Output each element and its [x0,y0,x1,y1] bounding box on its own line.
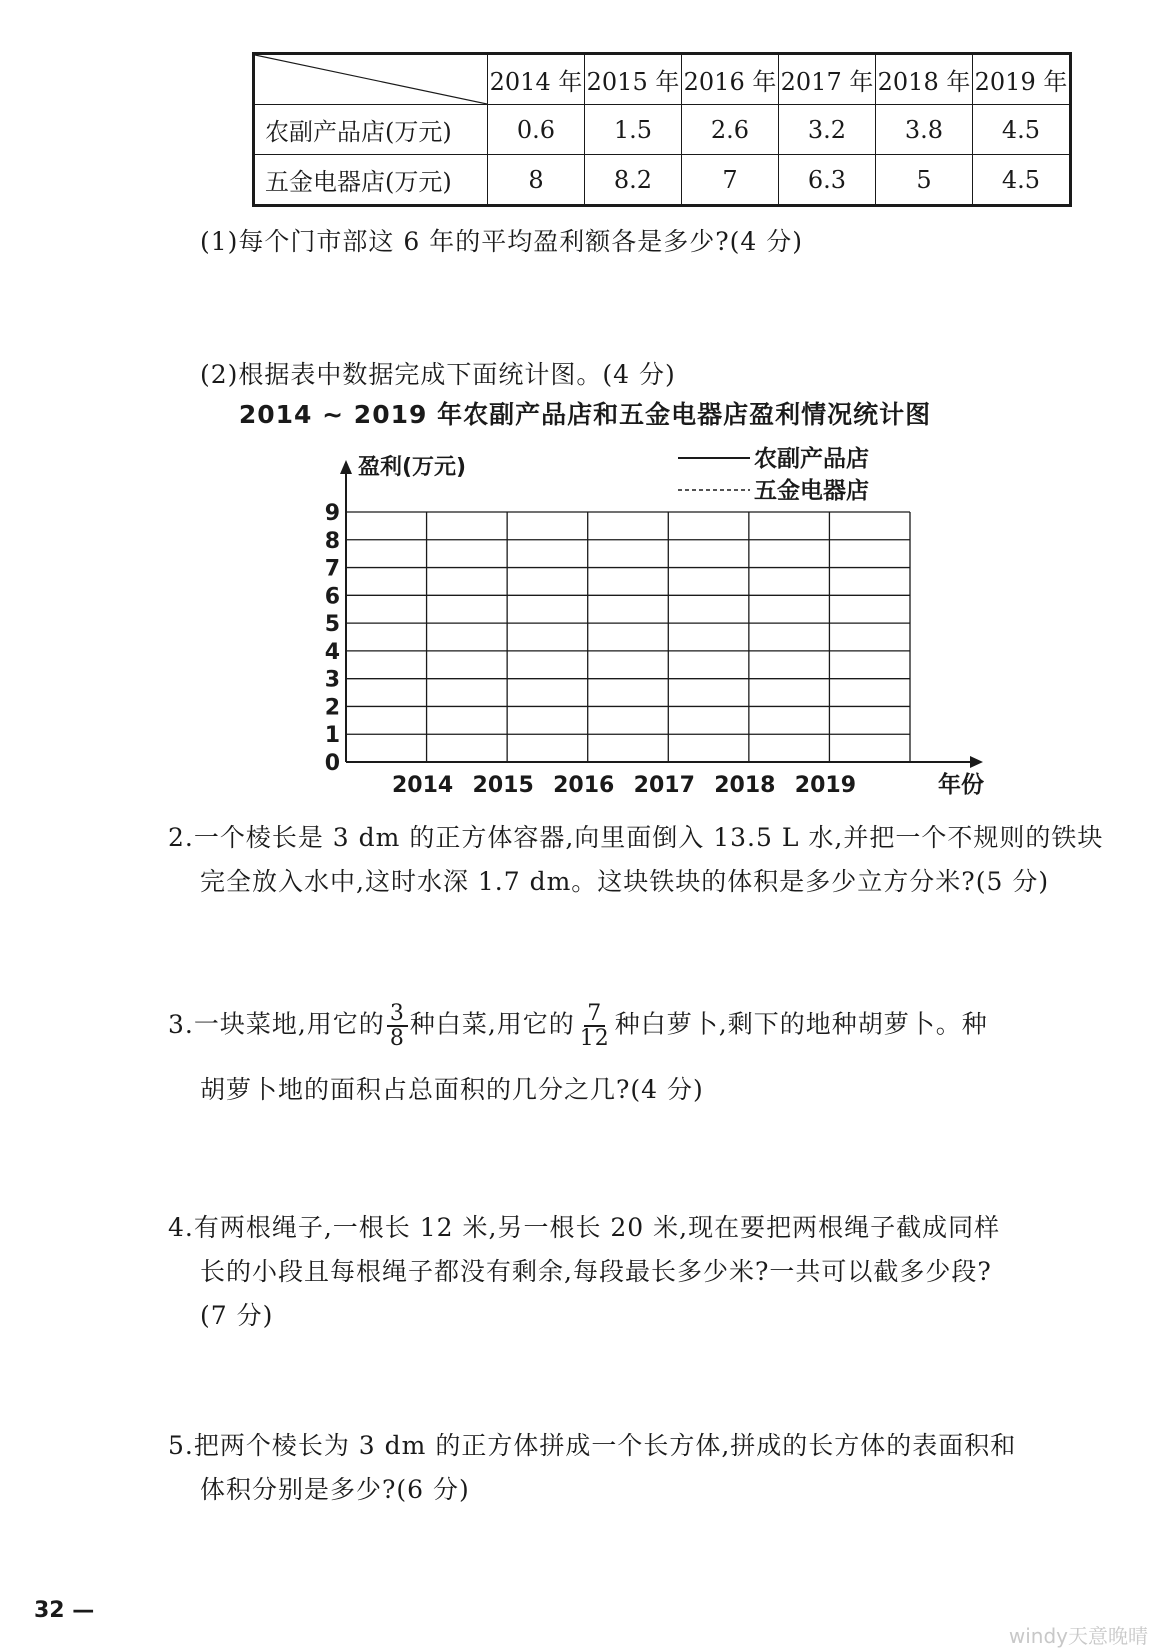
y-tick-label: 8 [324,528,340,554]
question-text: 一块菜地,用它的 [193,1009,385,1039]
watermark: windy天意晚晴 [1008,1624,1148,1648]
question-4-line-1 [168,1208,1000,1244]
fraction-seven-twelfths [577,1002,613,1050]
table-cell: 7 [682,155,779,206]
legend-label: 五金电器店 [754,478,869,504]
y-tick-label: 1 [324,723,340,749]
question-2-line-1 [168,818,1103,854]
chart-grid [346,512,910,762]
table-cell: 0.6 [488,105,585,155]
x-tick-label: 2019 [794,773,857,798]
question-3-line-1 [168,1002,988,1050]
year-header-cell: 2018 年 [876,54,973,105]
row-label: 农副产品店(万元) [254,105,488,155]
question-text: 种白萝卜,剩下的地种胡萝卜。种 [614,1009,988,1039]
x-tick-labels [392,773,856,798]
fraction-denominator: 8 [389,1026,405,1052]
x-tick-label: 2016 [553,773,615,798]
y-tick-label: 7 [324,556,340,582]
y-tick-labels [325,501,340,776]
table-cell: 5 [876,155,973,206]
fraction-three-eighths [387,1002,408,1050]
question-text: 种白菜,用它的 [409,1009,575,1039]
year-header-cell: 2015 年 [585,54,682,105]
question-text: 一个棱长是 3 dm 的正方体容器,向里面倒入 13.5 L 水,并把一个不规则的铁块 [193,823,1104,852]
legend-label: 农副产品店 [754,446,869,472]
question-1-part-1: (1)每个门市部这 6 年的平均盈利额各是多少?(4 分) [200,227,803,256]
table-cell: 6.3 [779,155,876,206]
year-header-cell: 2017 年 [779,54,876,105]
question-5-line-1 [168,1426,1016,1462]
x-tick-label: 2017 [633,773,695,798]
y-tick-label: 9 [324,501,340,526]
chart-legend [678,445,869,504]
table-cell: 8.2 [585,155,682,206]
y-tick-label: 3 [324,667,340,693]
question-4-line-3: (7 分) [200,1301,274,1330]
x-tick-label: 2015 [472,773,534,798]
question-3-line-2: 胡萝卜地的面积占总面积的几分之几?(4 分) [200,1075,704,1104]
y-tick-label: 0 [324,751,340,776]
x-axis-arrow-icon [970,756,983,768]
x-axis-label: 年份 [938,772,984,798]
table-cell: 4.5 [973,155,1071,206]
y-axis-arrow-icon [340,460,352,474]
fraction-numerator: 7 [584,1002,605,1027]
table-cell: 1.5 [585,105,682,155]
table-cell: 8 [488,155,585,206]
line-chart [0,0,1170,800]
chart-title: 2014 ~ 2019 年农副产品店和五金电器店盈利情况统计图 [238,400,932,429]
y-tick-label: 4 [324,639,340,665]
fraction-denominator: 12 [579,1026,610,1052]
x-tick-label: 2014 [391,773,454,798]
question-4-line-2: 长的小段且每根绳子都没有剩余,每段最长多少米?一共可以截多少段? [200,1257,992,1286]
y-tick-label: 2 [324,695,340,721]
fraction-numerator: 3 [387,1002,408,1027]
table-cell: 3.2 [779,105,876,155]
y-axis-label: 盈利(万元) [358,455,467,480]
table-cell: 4.5 [973,105,1071,155]
question-1-part-2: (2)根据表中数据完成下面统计图。(4 分) [200,360,676,389]
question-number: 2. [168,823,194,852]
question-5-line-2: 体积分别是多少?(6 分) [200,1475,470,1504]
x-tick-label: 2018 [714,773,776,798]
year-header-cell: 2019 年 [973,54,1071,105]
table-cell: 3.8 [876,105,973,155]
year-header-cell: 2016 年 [682,54,779,105]
y-tick-label: 6 [324,584,340,610]
row-label: 五金电器店(万元) [254,155,488,206]
chart-axes [340,460,983,768]
year-header-cell: 2014 年 [488,54,585,105]
question-number: 3. [168,1009,194,1039]
question-text: 有两根绳子,一根长 12 米,另一根长 20 米,现在要把两根绳子截成同样 [193,1213,1001,1242]
question-number: 5. [168,1431,194,1460]
question-number: 4. [168,1213,194,1242]
table-cell: 2.6 [682,105,779,155]
page-number: 32 — [34,1598,95,1623]
question-text: 把两个棱长为 3 dm 的正方体拼成一个长方体,拼成的长方体的表面积和 [193,1431,1017,1460]
y-tick-label: 5 [324,612,340,638]
question-2-line-2: 完全放入水中,这时水深 1.7 dm。这块铁块的体积是多少立方分米?(5 分) [200,867,1050,896]
